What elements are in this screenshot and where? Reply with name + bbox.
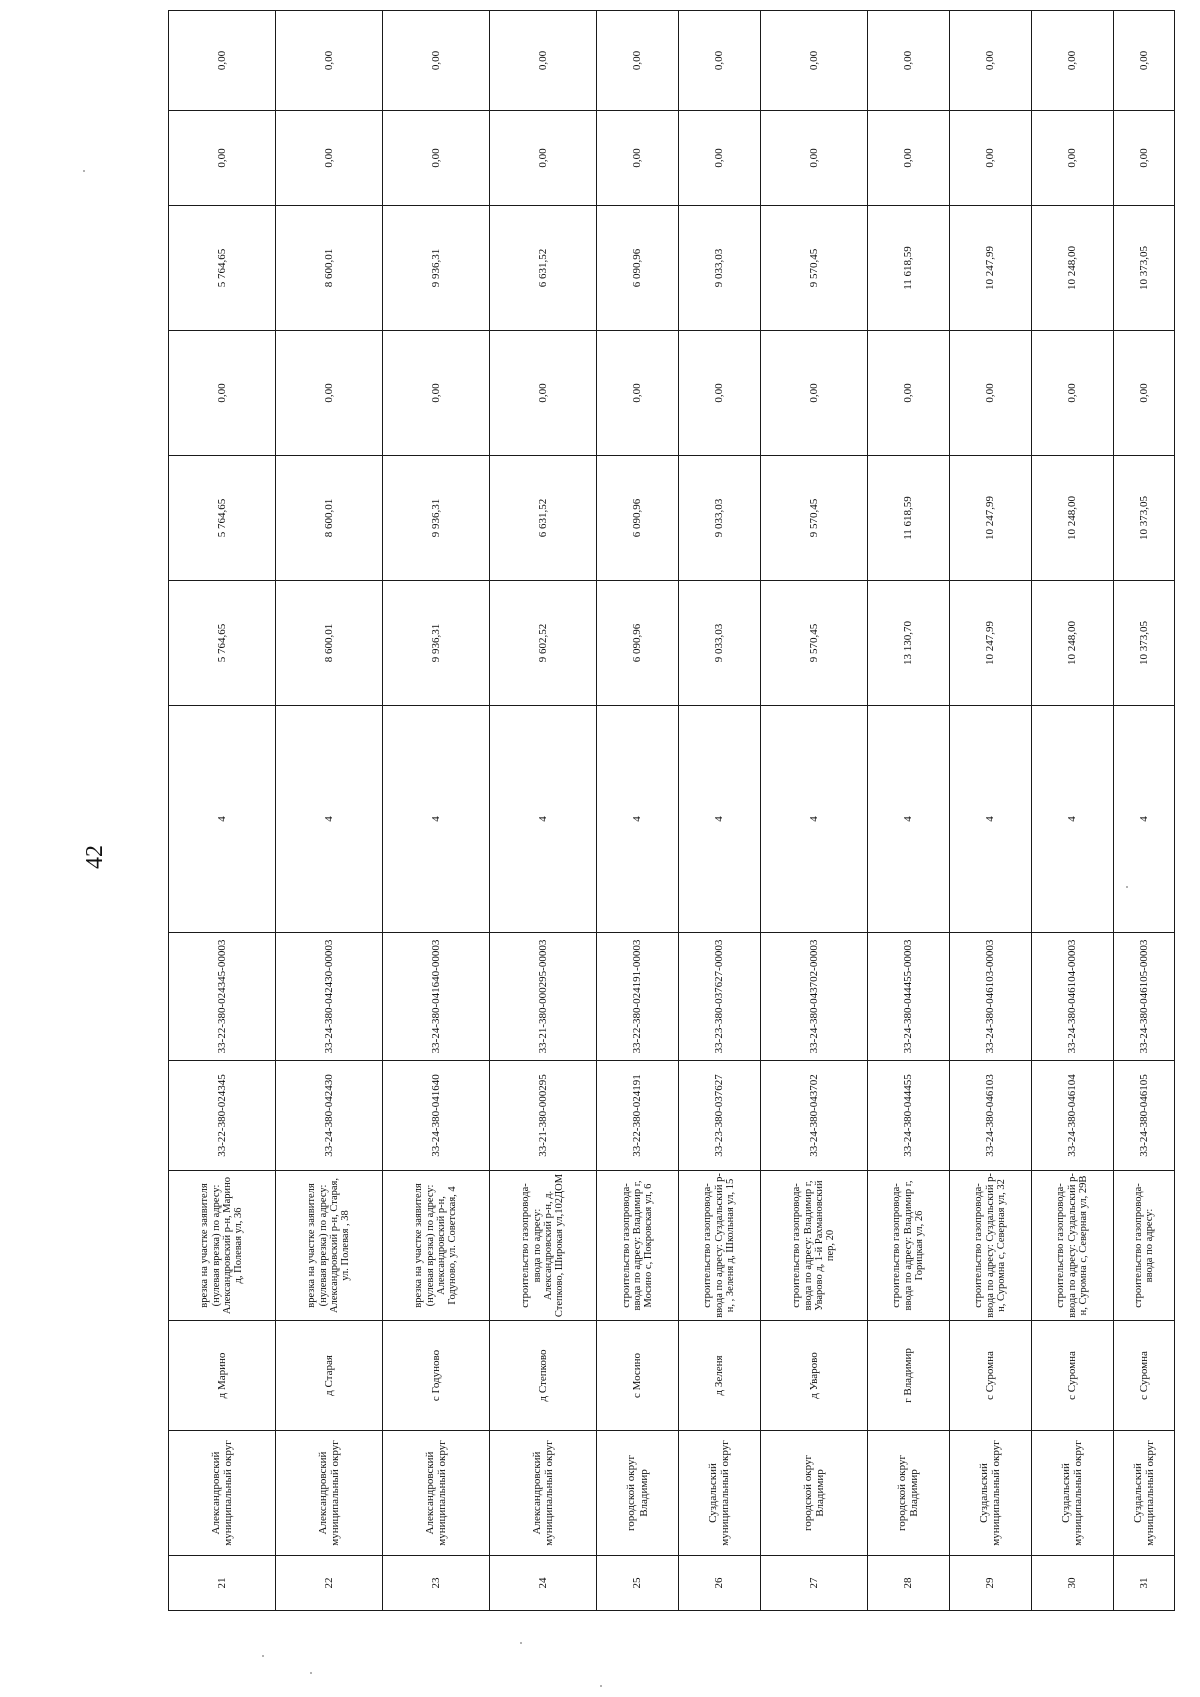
cell-contract-code: 33-24-380-042430-00003 xyxy=(276,933,383,1061)
cell-amount-6: 0,00 xyxy=(276,11,383,111)
table-row xyxy=(1113,11,1174,1611)
scan-speck xyxy=(262,1655,264,1657)
cell-amount-5: 0,00 xyxy=(1113,111,1174,206)
cell-description: строительство газопровода-ввода по адресу: Суздальский р-н, Суромна с, Северная ул, 29В xyxy=(1031,1171,1113,1321)
cell-amount-2: 10 373,05 xyxy=(1113,456,1174,581)
cell-description: строительство газопровода-ввода по адресу: Суздальский р-н, Суромна с, Северная ул, 32 xyxy=(949,1171,1031,1321)
cell-amount-4: 5 764,65 xyxy=(169,206,276,331)
cell-amount-4: 9 033,03 xyxy=(678,206,760,331)
cell-contract-code: 33-24-380-041640-00003 xyxy=(383,933,490,1061)
table-row xyxy=(1031,11,1113,1611)
cell-settlement: д Марино xyxy=(169,1321,276,1431)
cell-application-code: 33-21-380-000295 xyxy=(490,1061,597,1171)
cell-application-code: 33-24-380-046105 xyxy=(1113,1061,1174,1171)
cell-amount-5: 0,00 xyxy=(867,111,949,206)
cell-amount-4: 9 570,45 xyxy=(760,206,867,331)
cell-amount-6: 0,00 xyxy=(867,11,949,111)
table-body xyxy=(169,11,1175,1611)
cell-amount-4: 10 248,00 xyxy=(1031,206,1113,331)
cell-amount-1: 10 373,05 xyxy=(1113,581,1174,706)
page-number: 42 xyxy=(82,845,108,869)
scan-speck xyxy=(520,1642,522,1644)
cell-row-number: 24 xyxy=(490,1556,597,1611)
cell-amount-3: 0,00 xyxy=(169,331,276,456)
cell-description: строительство газопровода-ввода по адресу: Владимир г, Мосино с, Покровская ул, 6 xyxy=(597,1171,679,1321)
cell-amount-4: 6 631,52 xyxy=(490,206,597,331)
cell-district: городской округ Владимир xyxy=(760,1431,867,1556)
cell-description: врезка на участке заявителя (нулевая врезка) по адресу: Александровский р-н, Годуново, ул. Советская, 4 xyxy=(383,1171,490,1321)
cell-amount-4: 11 618,59 xyxy=(867,206,949,331)
cell-amount-2: 10 248,00 xyxy=(1031,456,1113,581)
data-table xyxy=(168,10,1175,1611)
cell-settlement: д Уварово xyxy=(760,1321,867,1431)
scan-speck xyxy=(310,1672,312,1674)
cell-amount-1: 9 602,52 xyxy=(490,581,597,706)
table-row xyxy=(597,11,679,1611)
cell-amount-2: 6 090,96 xyxy=(597,456,679,581)
cell-amount-2: 5 764,65 xyxy=(169,456,276,581)
cell-quantity: 4 xyxy=(867,706,949,933)
cell-amount-5: 0,00 xyxy=(678,111,760,206)
cell-description: врезка на участке заявителя (нулевая врезка) по адресу: Александровский р-н, Старая, ул. Полевая , 38 xyxy=(276,1171,383,1321)
cell-description: строительство газопровода-ввода по адресу: Суздальский р-н, , Зеленя д, Школьная ул, 15 xyxy=(678,1171,760,1321)
table-row xyxy=(169,11,276,1611)
cell-amount-3: 0,00 xyxy=(678,331,760,456)
cell-district: Суздальский муниципальный округ xyxy=(678,1431,760,1556)
cell-row-number: 22 xyxy=(276,1556,383,1611)
cell-contract-code: 33-22-380-024345-00003 xyxy=(169,933,276,1061)
cell-amount-5: 0,00 xyxy=(169,111,276,206)
cell-amount-5: 0,00 xyxy=(1031,111,1113,206)
cell-row-number: 30 xyxy=(1031,1556,1113,1611)
cell-amount-2: 6 631,52 xyxy=(490,456,597,581)
cell-amount-1: 9 570,45 xyxy=(760,581,867,706)
cell-district: Суздальский муниципальный округ xyxy=(1031,1431,1113,1556)
scan-speck xyxy=(1126,886,1128,888)
cell-settlement: д Старая xyxy=(276,1321,383,1431)
cell-description: строительство газопровода-ввода по адресу: xyxy=(1113,1171,1174,1321)
cell-quantity: 4 xyxy=(169,706,276,933)
cell-amount-4: 8 600,01 xyxy=(276,206,383,331)
cell-amount-1: 10 248,00 xyxy=(1031,581,1113,706)
cell-amount-6: 0,00 xyxy=(597,11,679,111)
cell-settlement: с Суромна xyxy=(1113,1321,1174,1431)
cell-amount-6: 0,00 xyxy=(1031,11,1113,111)
cell-amount-5: 0,00 xyxy=(276,111,383,206)
cell-application-code: 33-24-380-046104 xyxy=(1031,1061,1113,1171)
cell-settlement: с Суромна xyxy=(949,1321,1031,1431)
cell-row-number: 23 xyxy=(383,1556,490,1611)
table-row xyxy=(383,11,490,1611)
cell-amount-1: 9 033,03 xyxy=(678,581,760,706)
cell-amount-3: 0,00 xyxy=(276,331,383,456)
cell-application-code: 33-24-380-042430 xyxy=(276,1061,383,1171)
cell-district: Александровский муниципальный округ xyxy=(490,1431,597,1556)
table-row xyxy=(760,11,867,1611)
cell-quantity: 4 xyxy=(678,706,760,933)
cell-application-code: 33-24-380-044455 xyxy=(867,1061,949,1171)
cell-settlement: с Мосино xyxy=(597,1321,679,1431)
cell-amount-2: 8 600,01 xyxy=(276,456,383,581)
cell-amount-1: 5 764,65 xyxy=(169,581,276,706)
cell-row-number: 25 xyxy=(597,1556,679,1611)
scan-speck xyxy=(600,1685,602,1687)
cell-contract-code: 33-24-380-044455-00003 xyxy=(867,933,949,1061)
scan-speck xyxy=(83,170,85,172)
cell-description: строительство газопровода-ввода по адресу: Александровский р-н, д. Степково, Широкая ул,102ДОМ xyxy=(490,1171,597,1321)
cell-amount-3: 0,00 xyxy=(490,331,597,456)
cell-row-number: 27 xyxy=(760,1556,867,1611)
cell-description: строительство газопровода-ввода по адресу: Владимир г, Горицкая ул, 26 xyxy=(867,1171,949,1321)
table-row xyxy=(678,11,760,1611)
cell-application-code: 33-22-380-024191 xyxy=(597,1061,679,1171)
cell-contract-code: 33-24-380-043702-00003 xyxy=(760,933,867,1061)
cell-amount-6: 0,00 xyxy=(490,11,597,111)
cell-district: Александровский муниципальный округ xyxy=(276,1431,383,1556)
cell-settlement: г Владимир xyxy=(867,1321,949,1431)
cell-district: городской округ Владимир xyxy=(867,1431,949,1556)
cell-amount-1: 8 600,01 xyxy=(276,581,383,706)
cell-contract-code: 33-22-380-024191-00003 xyxy=(597,933,679,1061)
cell-amount-6: 0,00 xyxy=(678,11,760,111)
cell-amount-4: 10 373,05 xyxy=(1113,206,1174,331)
cell-application-code: 33-24-380-046103 xyxy=(949,1061,1031,1171)
cell-quantity: 4 xyxy=(383,706,490,933)
cell-amount-3: 0,00 xyxy=(867,331,949,456)
cell-quantity: 4 xyxy=(490,706,597,933)
cell-district: Суздальский муниципальный округ xyxy=(949,1431,1031,1556)
rotated-table-container xyxy=(168,50,1175,1611)
cell-amount-4: 10 247,99 xyxy=(949,206,1031,331)
cell-contract-code: 33-24-380-046105-00003 xyxy=(1113,933,1174,1061)
cell-amount-1: 10 247,99 xyxy=(949,581,1031,706)
cell-amount-3: 0,00 xyxy=(1031,331,1113,456)
cell-settlement: с Годуново xyxy=(383,1321,490,1431)
cell-district: Александровский муниципальный округ xyxy=(169,1431,276,1556)
cell-contract-code: 33-21-380-000295-00003 xyxy=(490,933,597,1061)
cell-amount-3: 0,00 xyxy=(597,331,679,456)
cell-application-code: 33-22-380-024345 xyxy=(169,1061,276,1171)
cell-amount-3: 0,00 xyxy=(1113,331,1174,456)
cell-amount-1: 9 936,31 xyxy=(383,581,490,706)
cell-contract-code: 33-23-380-037627-00003 xyxy=(678,933,760,1061)
cell-amount-4: 6 090,96 xyxy=(597,206,679,331)
cell-amount-6: 0,00 xyxy=(1113,11,1174,111)
cell-amount-5: 0,00 xyxy=(949,111,1031,206)
cell-amount-3: 0,00 xyxy=(949,331,1031,456)
cell-settlement: д Зеленя xyxy=(678,1321,760,1431)
cell-amount-5: 0,00 xyxy=(597,111,679,206)
cell-settlement: д Степково xyxy=(490,1321,597,1431)
table-row xyxy=(867,11,949,1611)
cell-quantity: 4 xyxy=(949,706,1031,933)
cell-row-number: 21 xyxy=(169,1556,276,1611)
cell-contract-code: 33-24-380-046103-00003 xyxy=(949,933,1031,1061)
cell-row-number: 26 xyxy=(678,1556,760,1611)
cell-district: Суздальский муниципальный округ xyxy=(1113,1431,1174,1556)
cell-amount-4: 9 936,31 xyxy=(383,206,490,331)
cell-amount-5: 0,00 xyxy=(383,111,490,206)
cell-amount-6: 0,00 xyxy=(169,11,276,111)
cell-district: городской округ Владимир xyxy=(597,1431,679,1556)
cell-description: строительство газопровода-ввода по адресу: Владимир г, Уварово д, 1-й Рахмановский пер, 20 xyxy=(760,1171,867,1321)
cell-amount-2: 9 936,31 xyxy=(383,456,490,581)
cell-amount-2: 9 033,03 xyxy=(678,456,760,581)
table-row xyxy=(276,11,383,1611)
cell-amount-6: 0,00 xyxy=(383,11,490,111)
cell-row-number: 31 xyxy=(1113,1556,1174,1611)
cell-amount-2: 10 247,99 xyxy=(949,456,1031,581)
cell-amount-3: 0,00 xyxy=(760,331,867,456)
cell-amount-6: 0,00 xyxy=(949,11,1031,111)
table-row xyxy=(490,11,597,1611)
cell-amount-2: 9 570,45 xyxy=(760,456,867,581)
cell-amount-1: 6 090,96 xyxy=(597,581,679,706)
cell-district: Александровский муниципальный округ xyxy=(383,1431,490,1556)
cell-amount-1: 13 130,70 xyxy=(867,581,949,706)
cell-row-number: 29 xyxy=(949,1556,1031,1611)
cell-amount-5: 0,00 xyxy=(760,111,867,206)
cell-row-number: 28 xyxy=(867,1556,949,1611)
cell-contract-code: 33-24-380-046104-00003 xyxy=(1031,933,1113,1061)
table-row xyxy=(949,11,1031,1611)
cell-description: врезка на участке заявителя (нулевая врезка) по адресу: Александровский р-н, Марино д, Полевая ул, 36 xyxy=(169,1171,276,1321)
cell-quantity: 4 xyxy=(276,706,383,933)
cell-quantity: 4 xyxy=(1113,706,1174,933)
cell-amount-6: 0,00 xyxy=(760,11,867,111)
cell-amount-5: 0,00 xyxy=(490,111,597,206)
cell-amount-2: 11 618,59 xyxy=(867,456,949,581)
cell-application-code: 33-24-380-043702 xyxy=(760,1061,867,1171)
cell-application-code: 33-24-380-041640 xyxy=(383,1061,490,1171)
cell-quantity: 4 xyxy=(597,706,679,933)
cell-amount-3: 0,00 xyxy=(383,331,490,456)
cell-application-code: 33-23-380-037627 xyxy=(678,1061,760,1171)
cell-quantity: 4 xyxy=(1031,706,1113,933)
cell-quantity: 4 xyxy=(760,706,867,933)
cell-settlement: с Суромна xyxy=(1031,1321,1113,1431)
